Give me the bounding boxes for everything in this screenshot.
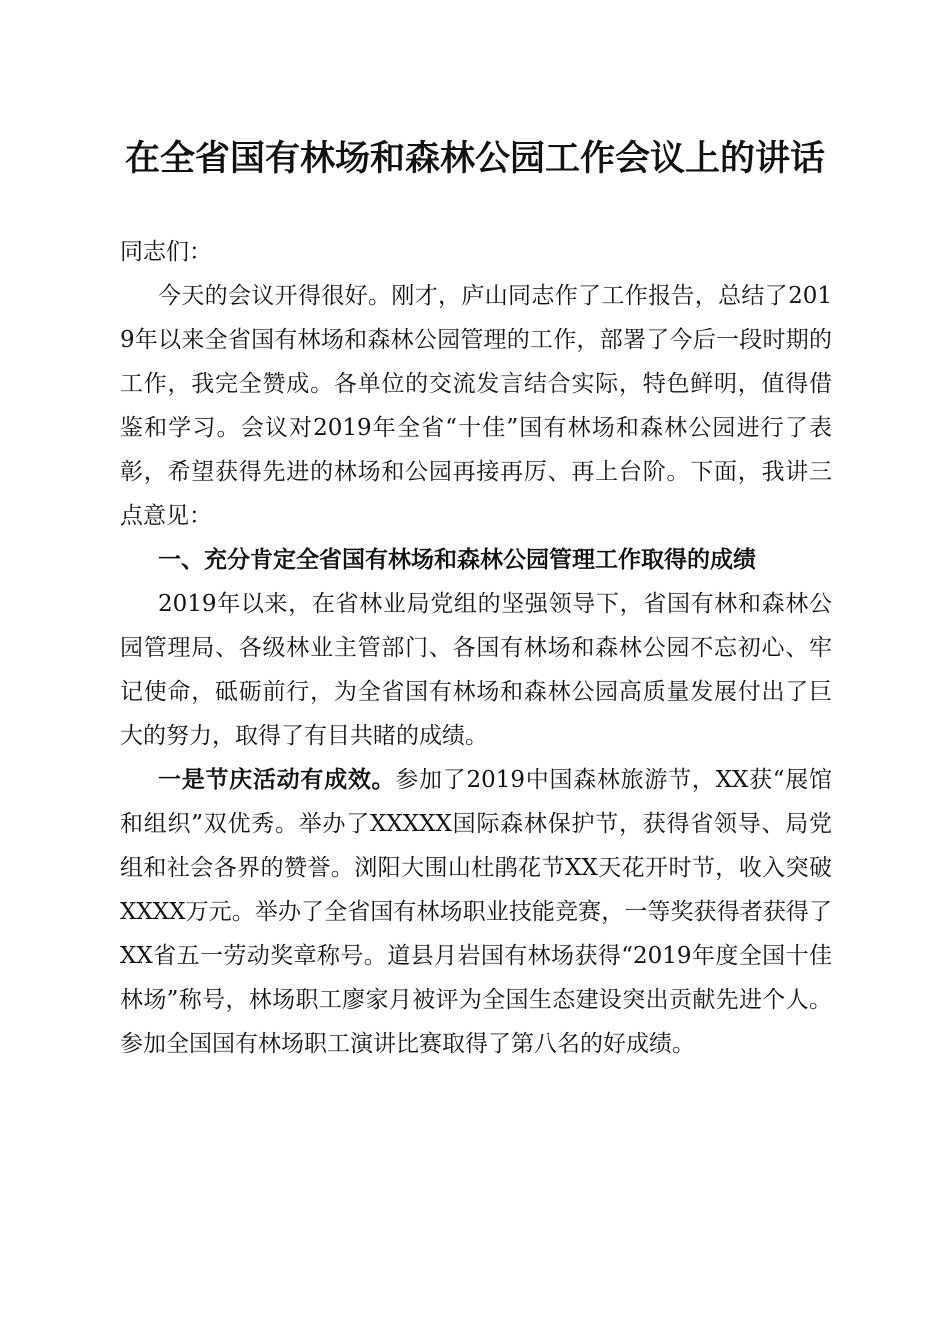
section-heading-1: 一、充分肯定全省国有林场和森林公园管理工作取得的成绩: [158, 547, 756, 573]
intro-paragraph: 今天的会议开得很好。刚才，庐山同志作了工作报告，总结了2019年以来全省国有林场和森林公园管理的工作，部署了今后一段时期的工作，我完全赞成。各单位的交流发言结合实际，特色鲜明，值得借鉴和学习。会议对2019年全省“十佳”国有林场和森林公园进行了表彰，希望获得先进的林场和公园再接再厉、再上台阶。下面，我讲三点意见：: [120, 283, 832, 529]
point-1-paragraph: [120, 758, 832, 1066]
point-1-text: 参加了2019中国森林旅游节，XX获“展馆和组织”双优秀。举办了XXXXX国际森林保护节，获得省领导、局党组和社会各界的赞誉。浏阳大围山杜鹃花节XX天花开时节，收入突破XXXX万元。举办了全省国有林场职业技能竞赛，一等奖获得者获得了XX省五一劳动奖章称号。道县月岩国有林场获得“2019年度全国十佳林场”称号，林场职工廖家月被评为全国生态建设突出贡献先进个人。参加全国国有林场职工演讲比赛取得了第八名的好成绩。: [120, 767, 832, 1057]
section-1-paragraph: 2019年以来，在省林业局党组的坚强领导下，省国有林和森林公园管理局、各级林业主管部门、各国有林场和森林公园不忘初心、牢记使命，砥砺前行，为全省国有林场和森林公园高质量发展付出了巨大的努力，取得了有目共睹的成绩。: [120, 591, 832, 749]
salutation: 同志们：: [120, 239, 212, 265]
document-title: 在全省国有林场和森林公园工作会议上的讲话: [124, 138, 825, 179]
point-1-lead: 一是节庆活动有成效。: [158, 766, 396, 793]
document-body: [120, 230, 832, 1066]
